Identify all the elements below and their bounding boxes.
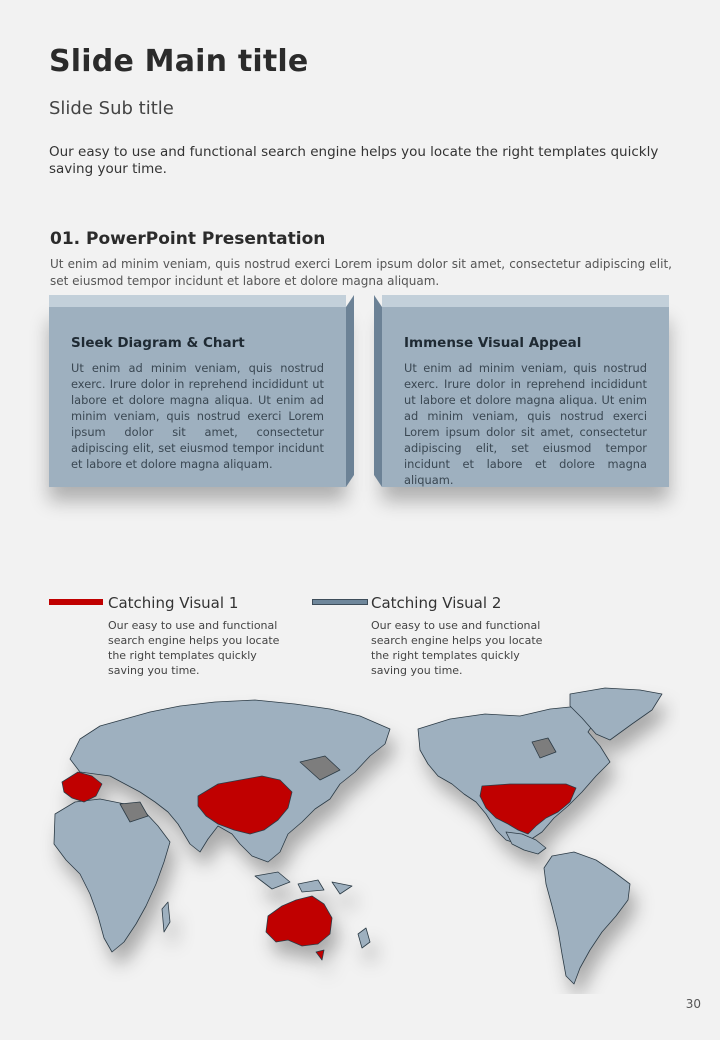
south-america-landmass [544, 852, 630, 984]
panel-top-face [49, 295, 346, 307]
page-number: 30 [685, 997, 701, 1011]
panel-text: Ut enim ad minim veniam, quis nostrud exerc. Irure dolor in reprehend incididunt ut labore et dolore magna aliqua. Ut enim ad minim veniam, quis nostrud exerci Lorem ipsum dolor sit amet, consectetur adipiscing elit, set eiusmod tempor incidunt et labore et dolore magna aliquam. [71, 361, 324, 471]
australia-highlight [266, 896, 332, 946]
section-heading: 01. PowerPoint Presentation [50, 229, 326, 249]
new-zealand [358, 928, 370, 948]
section-body: Ut enim ad minim veniam, quis nostrud exerci Lorem ipsum dolor sit amet, consectetur adipiscing elit, set eiusmod tempor incidunt et labore et dolore magna aliquam. [50, 257, 672, 288]
panel-side-face [346, 295, 354, 487]
legend-title: Catching Visual 1 [108, 594, 239, 612]
mexico [506, 832, 546, 854]
panel-title: Immense Visual Appeal [404, 335, 582, 351]
panel-side-face [374, 295, 382, 487]
legend-text: Our easy to use and functional search engine helps you locate the right templates quickly saving you time. [108, 619, 280, 677]
page-title: Slide Main title [49, 44, 309, 79]
legend-text: Our easy to use and functional search engine helps you locate the right templates quickly saving you time. [371, 619, 543, 677]
africa-landmass [54, 799, 170, 952]
feature-panel-2 [382, 307, 669, 487]
world-map-icon [40, 684, 680, 994]
legend-swatch-blue [312, 599, 368, 605]
western-europe-highlight [62, 772, 102, 802]
panel-title: Sleek Diagram & Chart [71, 335, 245, 351]
legend-title: Catching Visual 2 [371, 594, 502, 612]
tasmania-highlight [316, 950, 324, 960]
panel-text: Ut enim ad minim veniam, quis nostrud exerc. Irure dolor in reprehend incididunt ut labore et dolore magna aliqua. Ut enim ad minim veniam, quis nostrud exerci Lorem ipsum dolor sit amet, consectetur adipiscing elit, set eiusmod tempor incidunt et labore et dolore magna aliquam. [404, 361, 647, 487]
madagascar [162, 902, 170, 932]
intro-text: Our easy to use and functional search engine helps you locate the right templates quickly saving your time. [49, 144, 659, 177]
page-subtitle: Slide Sub title [49, 98, 174, 119]
panel-top-face [382, 295, 669, 307]
sea-islands [255, 872, 352, 894]
feature-panel-1 [49, 307, 346, 487]
legend-swatch-red [49, 599, 103, 605]
